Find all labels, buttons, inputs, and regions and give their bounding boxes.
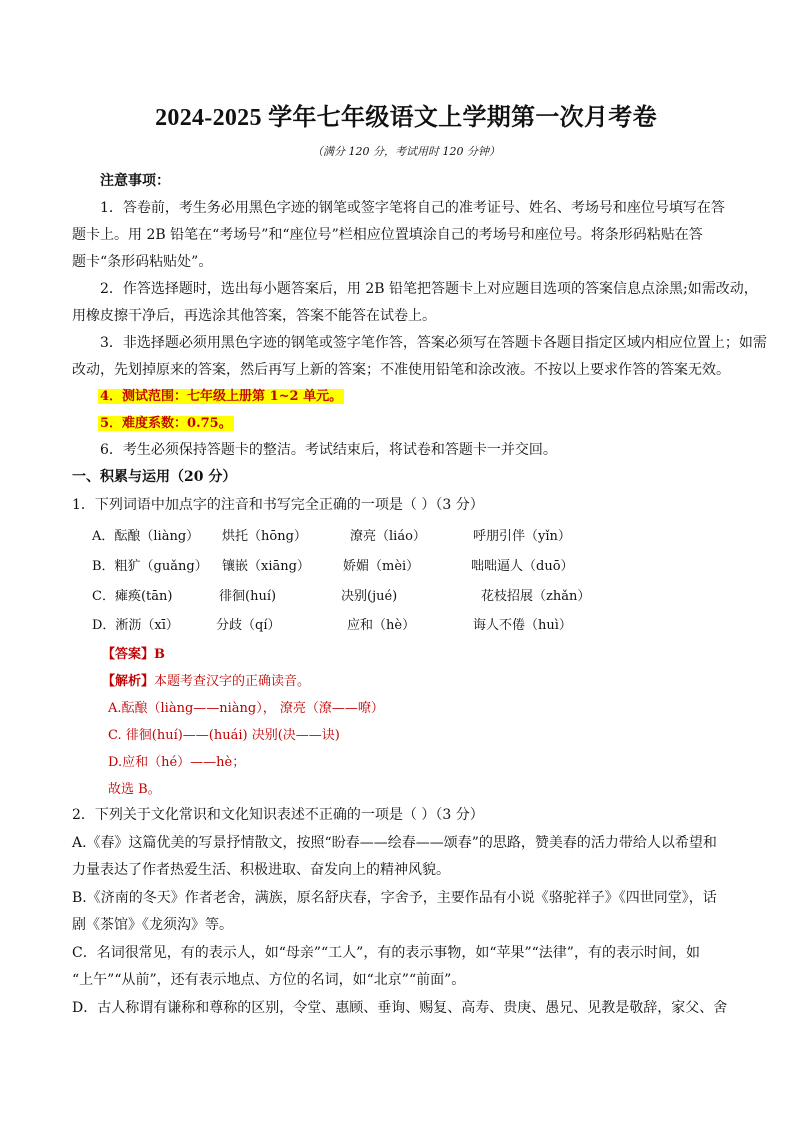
q2-stem: 2．下列关于文化常识和文化知识表述不正确的一项是（ ）（3 分） — [72, 807, 484, 823]
q1-option-a-2: 烘托（hōng） — [222, 529, 307, 544]
q1-option-b-3: 娇媚（mèi） — [343, 559, 420, 574]
section-1-heading: 一、积累与运用（20 分） — [72, 469, 237, 485]
q1-option-d-2: 分歧（qí） — [216, 618, 281, 633]
note-5-highlight: 5．难度系数：0.75。 — [100, 416, 232, 431]
q1-option-c-1: C．瘫痪(tān) — [92, 589, 173, 604]
q1-option-c-3: 决别(jué) — [341, 589, 398, 604]
note-3-line-2: 改动，先划掉原来的答案，然后再写上新的答案；不准使用铅笔和涂改液。不按以上要求作答的答案无效。 — [72, 362, 730, 378]
q1-analysis-text: 本题考查汉字的正确读音。 — [154, 674, 311, 689]
q2-option-b-line-2: 剧《茶馆》《龙须沟》等。 — [72, 917, 233, 933]
q1-option-b-1: B．粗犷（guǎng） — [92, 559, 208, 574]
q2-option-c-line-1: C．名词很常见，有的表示人，如“母亲”“工人”，有的表示事物，如“苹果”“法律”，有的表示时间，如 — [72, 945, 700, 961]
page-subtitle: （满分 120 分，考试用时 120 分钟） — [312, 145, 500, 158]
note-1-line-1: 1．答卷前，考生务必用黑色字迹的钢笔或签字笔将自己的准考证号、姓名、考场号和座位号填写在答 — [100, 200, 725, 216]
q1-analysis-c: C. 徘徊(huí)——(huái) 决别(决——诀) — [108, 728, 340, 743]
q2-option-d-line-1: D．古人称谓有谦称和尊称的区别，令堂、惠顾、垂询、赐复、高寿、贵庚、愚兄、见教是敬辞，家父、舍 — [72, 1000, 728, 1016]
q1-option-d-3: 应和（hè） — [347, 618, 416, 633]
q1-option-d-4: 诲人不倦（huì） — [473, 618, 572, 633]
note-1-line-2: 题卡上。用 2B 铅笔在“考场号”和“座位号”栏相应位置填涂自己的考场号和座位号。将条形码粘贴在答 — [72, 227, 703, 243]
q1-option-a-4: 呼朋引伴（yǐn） — [473, 529, 571, 544]
notes-heading: 注意事项： — [100, 173, 170, 189]
note-4-test-range — [98, 387, 344, 406]
q1-option-c-4: 花枝招展（zhǎn） — [481, 589, 591, 604]
q1-option-c-2: 徘徊(huí) — [219, 589, 277, 604]
q1-answer: 【答案】B — [102, 647, 165, 662]
q1-option-a-1: A．酝酿（liàng） — [92, 529, 200, 544]
note-1-line-3: 题卡“条形码粘贴处”。 — [72, 254, 213, 270]
q2-option-b-line-1: B.《济南的冬天》作者老舍，满族，原名舒庆春，字舍予，主要作品有小说《骆驼祥子》《四世同堂》，话 — [72, 890, 717, 906]
q2-option-a-line-1: A.《春》这篇优美的写景抒情散文，按照“盼春——绘春——颂春”的思路，赞美春的活力带给人以希望和 — [72, 835, 717, 851]
q1-stem: 1．下列词语中加点字的注音和书写完全正确的一项是（ ）（3 分） — [72, 497, 484, 513]
page-title: 2024-2025 学年七年级语文上学期第一次月考卷 — [155, 105, 657, 131]
note-2-line-1: 2．作答选择题时，选出每小题答案后，用 2B 铅笔把答题卡上对应题目选项的答案信息点涂黑;如需改动， — [100, 281, 758, 297]
note-3-line-1: 3．非选择题必须用黑色字迹的钢笔或签字笔作答，答案必须写在答题卡各题目指定区域内相应位置上；如需 — [100, 335, 767, 351]
note-5-difficulty — [98, 414, 234, 433]
q1-choose: 故选 B。 — [108, 782, 161, 797]
q1-option-b-4: 咄咄逼人（duō） — [471, 559, 574, 574]
q1-analysis-a: A.酝酿（liàng——niàng）， 潦亮（潦——嘹） — [108, 701, 384, 716]
q1-option-d-1: D．淅沥（xī） — [92, 618, 179, 633]
note-2-line-2: 用橡皮擦干净后，再选涂其他答案，答案不能答在试卷上。 — [72, 308, 436, 324]
note-4-highlight: 4．测试范围：七年级上册第 1~2 单元。 — [100, 389, 343, 404]
q1-analysis — [102, 670, 310, 689]
q1-option-b-2: 镶嵌（xiāng） — [222, 559, 310, 574]
note-6: 6．考生必须保持答题卡的整洁。考试结束后，将试卷和答题卡一并交回。 — [100, 442, 557, 458]
q1-analysis-d: D.应和（hé）——hè； — [108, 755, 246, 770]
q2-option-c-line-2: “上午”“从前”，还有表示地点、方位的名词，如“北京”“前面”。 — [72, 972, 466, 988]
q2-option-a-line-2: 力量表达了作者热爱生活、积极进取、奋发向上的精神风貌。 — [72, 862, 450, 878]
q1-analysis-label: 【解析】 — [102, 674, 155, 689]
q1-option-a-3: 潦亮（liáo） — [350, 529, 426, 544]
